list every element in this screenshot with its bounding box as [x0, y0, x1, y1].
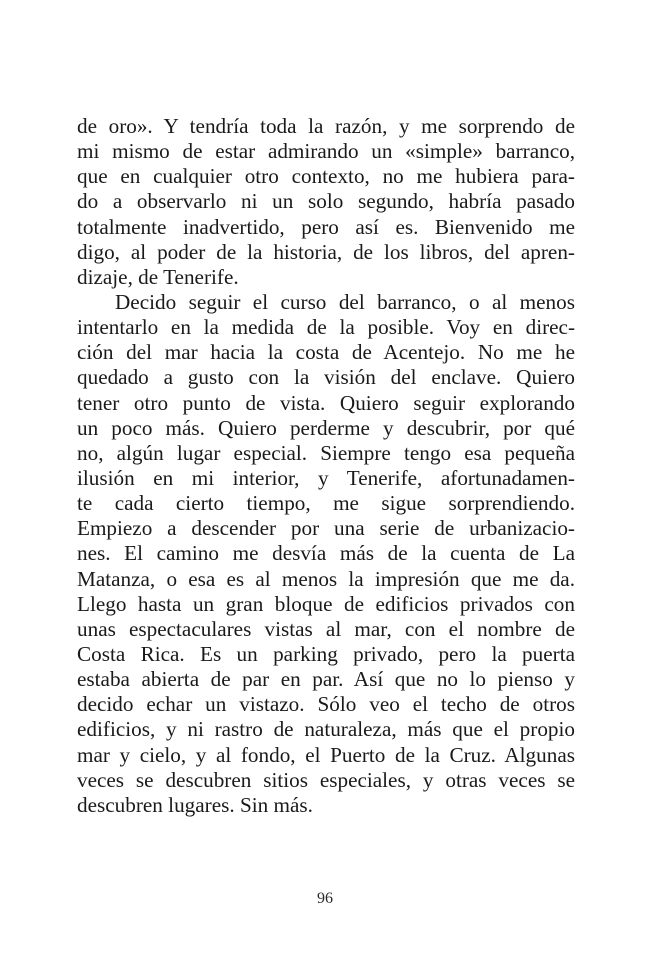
text-line: unas espectaculares vistas al mar, con el nombre de [77, 616, 575, 641]
text-line: decido echar un vistazo. Sólo veo el techo de otros [77, 692, 575, 717]
text-line: descubren lugares. Sin más. [77, 792, 313, 817]
text-line: mi mismo de estar admirando un «simple» barranco, [77, 139, 575, 164]
text-line: intentarlo en la medida de la posible. Voy en direc- [77, 315, 575, 340]
text-line: veces se descubren sitios especiales, y otras veces se [77, 767, 575, 792]
text-line: edificios, y ni rastro de naturaleza, más que el propio [77, 717, 575, 742]
text-line: Costa Rica. Es un parking privado, pero la puerta [77, 641, 575, 666]
text-line: quedado a gusto con la visión del enclave. Quiero [77, 365, 575, 390]
text-line: estaba abierta de par en par. Así que no lo pienso y [77, 667, 575, 692]
text-line: Decido seguir el curso del barranco, o al menos [115, 289, 575, 314]
text-line: mar y cielo, y al fondo, el Puerto de la Cruz. Algunas [77, 742, 575, 767]
text-line: ilusión en mi interior, y Tenerife, afortunadamen- [77, 465, 575, 490]
page-number: 96 [317, 890, 333, 907]
paragraph-2 [77, 290, 575, 818]
paragraph-1 [77, 114, 575, 290]
text-line: nes. El camino me desvía más de la cuenta de La [77, 541, 575, 566]
text-line: ción del mar hacia la costa de Acentejo. No me he [77, 340, 575, 365]
text-line: no, algún lugar especial. Siempre tengo esa pequeña [77, 440, 575, 465]
text-line: de oro». Y tendría toda la razón, y me sorprendo de [77, 114, 575, 138]
text-line: te cada cierto tiempo, me sigue sorprendiendo. [77, 491, 575, 516]
text-line: Llego hasta un gran bloque de edificios privados con [77, 591, 575, 616]
body-text [77, 114, 575, 818]
text-line: que en cualquier otro contexto, no me hubiera para- [77, 164, 575, 189]
text-line: totalmente inadvertido, pero así es. Bienvenido me [77, 214, 575, 239]
text-line: do a observarlo ni un solo segundo, habría pasado [77, 189, 575, 214]
text-line: dizaje, de Tenerife. [77, 264, 239, 289]
text-line: un poco más. Quiero perderme y descubrir, por qué [77, 415, 575, 440]
text-line: tener otro punto de vista. Quiero seguir explorando [77, 390, 575, 415]
text-line: Matanza, o esa es al menos la impresión que me da. [77, 566, 575, 591]
text-line: Empiezo a descender por una serie de urbanizacio- [77, 516, 575, 541]
text-line: digo, al poder de la historia, de los libros, del apren- [77, 239, 575, 264]
